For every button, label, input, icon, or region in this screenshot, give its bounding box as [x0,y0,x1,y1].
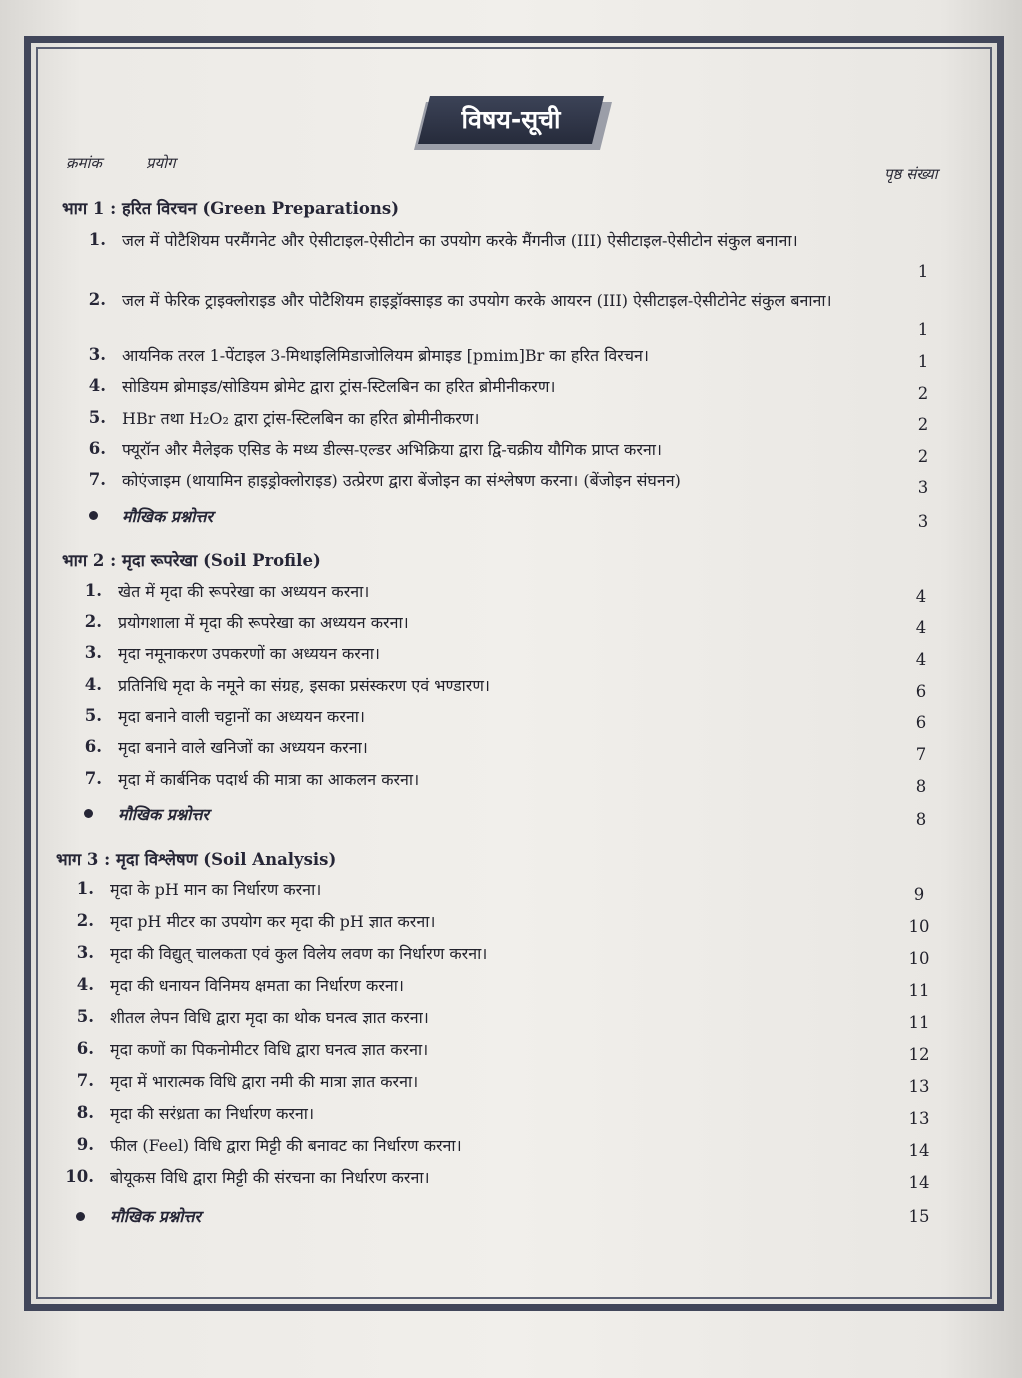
part-1-item-1-page: 1 [917,262,929,281]
part-2-item-1-number: 1. [84,581,102,600]
part-2-item-4-page: 6 [915,682,927,701]
part-3-item-1-number: 1. [76,879,94,898]
part-1-item-4-number: 4. [88,376,106,395]
part-1-item-2-number: 2. [88,290,106,309]
part-2-item-1-page: 4 [915,587,927,606]
part-3-item-6-text: मृदा कणों का पिकनोमीटर विधि द्वारा घनत्व ज्ञात करना। [110,1040,429,1059]
part-2-item-3-page: 4 [915,650,927,669]
part-2-heading: भाग 2 : मृदा रूपरेखा (Soil Profile) [62,551,321,570]
part-1-item-6-number: 6. [88,439,106,458]
part-3-item-8-text: मृदा की सरंध्रता का निर्धारण करना। [110,1104,315,1123]
part-1-item-5-page: 2 [917,415,929,434]
part-3-item-10-number: 10. [65,1167,94,1186]
part-1-item-3-text: आयनिक तरल 1-पेंटाइल 3-मिथाइलिमिडाजोलियम ब्रोमाइड [pmim]Br का हरित विरचन। [122,346,649,365]
part-1-item-2-page: 1 [917,320,929,339]
header-experiment: प्रयोग [146,154,176,172]
part-3-item-3-text: मृदा की विद्युत् चालकता एवं कुल विलेय लवण का निर्धारण करना। [110,944,488,963]
part-3-item-7-page: 13 [908,1077,930,1096]
part-3-item-4-page: 11 [908,981,930,1000]
part-3-item-9-text: फील (Feel) विधि द्वारा मिट्टी की बनावट का निर्धारण करना। [110,1136,462,1155]
part-2-item-2-page: 4 [915,618,927,637]
part-2-item-4-text: प्रतिनिधि मृदा के नमूने का संग्रह, इसका प्रसंस्करण एवं भण्डारण। [118,676,490,695]
part-3-item-8-page: 13 [908,1109,930,1128]
part-3-item-10-page: 14 [908,1173,930,1192]
part-3-item-4-text: मृदा की धनायन विनिमय क्षमता का निर्धारण करना। [110,976,404,995]
part-3-item-9-page: 14 [908,1141,930,1160]
part-3-item-1-text: मृदा के pH मान का निर्धारण करना। [110,880,322,899]
part-3-heading: भाग 3 : मृदा विश्लेषण (Soil Analysis) [56,850,337,869]
part-1-item-4-page: 2 [917,384,929,403]
part-3-item-2-text: मृदा pH मीटर का उपयोग कर मृदा की pH ज्ञात करना। [110,912,436,931]
part-1-item-2-text: जल में फेरिक ट्राइक्लोराइड और पोटैशियम हाइड्रॉक्साइड का उपयोग करके आयरन (III) ऐसीटाइल-ऐसीटोनेट संकुल बनाना। [122,291,832,310]
part-1-item-7-page: 3 [917,478,929,497]
part-1-item-4-text: सोडियम ब्रोमाइड/सोडियम ब्रोमेट द्वारा ट्रांस-स्टिलबिन का हरित ब्रोमीनीकरण। [122,377,556,396]
part-2-item-7-number: 7. [84,769,102,788]
part-2-item-6-number: 6. [84,737,102,756]
part-3-item-6-number: 6. [76,1039,94,1058]
part-1-oral-label: मौखिक प्रश्नोत्तर [122,507,213,526]
part-1-item-1-text: जल में पोटैशियम परमैंगनेट और ऐसीटाइल-ऐसीटोन का उपयोग करके मैंगनीज (III) ऐसीटाइल-ऐसीटोन संकुल बनाना। [122,231,798,250]
part-1-item-6-text: फ्यूरॉन और मैलेइक एसिड के मध्य डील्स-एल्डर अभिक्रिया द्वारा द्वि-चक्रीय यौगिक प्राप्त करना। [122,440,662,459]
part-2-item-1-text: खेत में मृदा की रूपरेखा का अध्ययन करना। [118,582,370,601]
part-2-item-3-number: 3. [84,643,102,662]
part-1-item-7-number: 7. [88,470,106,489]
part-2-item-6-text: मृदा बनाने वाले खनिजों का अध्ययन करना। [118,738,368,757]
part-3-item-5-page: 11 [908,1013,930,1032]
part-2-item-7-text: मृदा में कार्बनिक पदार्थ की मात्रा का आकलन करना। [118,770,420,789]
part-2-item-2-text: प्रयोगशाला में मृदा की रूपरेखा का अध्ययन करना। [118,613,409,632]
part-3-item-2-page: 10 [908,917,930,936]
part-1-oral-page: 3 [917,512,929,531]
part-1-item-6-page: 2 [917,447,929,466]
part-3-item-3-number: 3. [76,943,94,962]
part-3-item-2-number: 2. [76,911,94,930]
part-3-item-7-number: 7. [76,1071,94,1090]
part-3-item-10-text: बोयूकस विधि द्वारा मिट्टी की संरचना का निर्धारण करना। [110,1168,430,1187]
part-3-item-5-number: 5. [76,1007,94,1026]
header-page-number: पृष्ठ संख्या [884,165,938,183]
part-3-item-3-page: 10 [908,949,930,968]
part-1-oral-bullet [89,511,98,520]
part-2-item-7-page: 8 [915,777,927,796]
part-2-item-4-number: 4. [84,675,102,694]
part-3-item-7-text: मृदा में भारात्मक विधि द्वारा नमी की मात्रा ज्ञात करना। [110,1072,419,1091]
part-2-item-5-text: मृदा बनाने वाली चट्टानों का अध्ययन करना। [118,707,365,726]
part-3-item-4-number: 4. [76,975,94,994]
part-2-item-6-page: 7 [915,745,927,764]
part-1-item-3-page: 1 [917,352,929,371]
part-3-item-8-number: 8. [76,1103,94,1122]
part-1-item-5-number: 5. [88,408,106,427]
part-2-item-5-page: 6 [915,713,927,732]
part-3-item-5-text: शीतल लेपन विधि द्वारा मृदा का थोक घनत्व ज्ञात करना। [110,1008,429,1027]
part-3-oral-bullet [76,1212,85,1221]
part-2-oral-bullet [84,809,93,818]
part-1-item-7-text: कोएंजाइम (थायामिन हाइड्रोक्लोराइड) उत्प्रेरण द्वारा बेंजोइन का संश्लेषण करना। (बेंजोइन संघनन) [122,471,681,490]
part-3-item-1-page: 9 [913,885,925,904]
page-title: विषय-सूची [461,105,561,134]
part-3-oral-page: 15 [908,1207,930,1226]
part-1-heading: भाग 1 : हरित विरचन (Green Preparations) [62,199,400,218]
part-3-oral-label: मौखिक प्रश्नोत्तर [110,1207,201,1226]
part-3-item-9-number: 9. [76,1135,94,1154]
part-1-item-3-number: 3. [88,345,106,364]
part-3-item-6-page: 12 [908,1045,930,1064]
header-serial: क्रमांक [66,154,102,172]
part-2-item-2-number: 2. [84,612,102,631]
title-banner [412,96,610,150]
part-2-item-5-number: 5. [84,706,102,725]
part-1-item-1-number: 1. [88,230,106,249]
part-2-oral-label: मौखिक प्रश्नोत्तर [118,805,209,824]
part-1-item-5-text: HBr तथा H₂O₂ द्वारा ट्रांस-स्टिलबिन का हरित ब्रोमीनीकरण। [122,409,480,428]
part-2-oral-page: 8 [915,810,927,829]
part-2-item-3-text: मृदा नमूनाकरण उपकरणों का अध्ययन करना। [118,644,380,663]
